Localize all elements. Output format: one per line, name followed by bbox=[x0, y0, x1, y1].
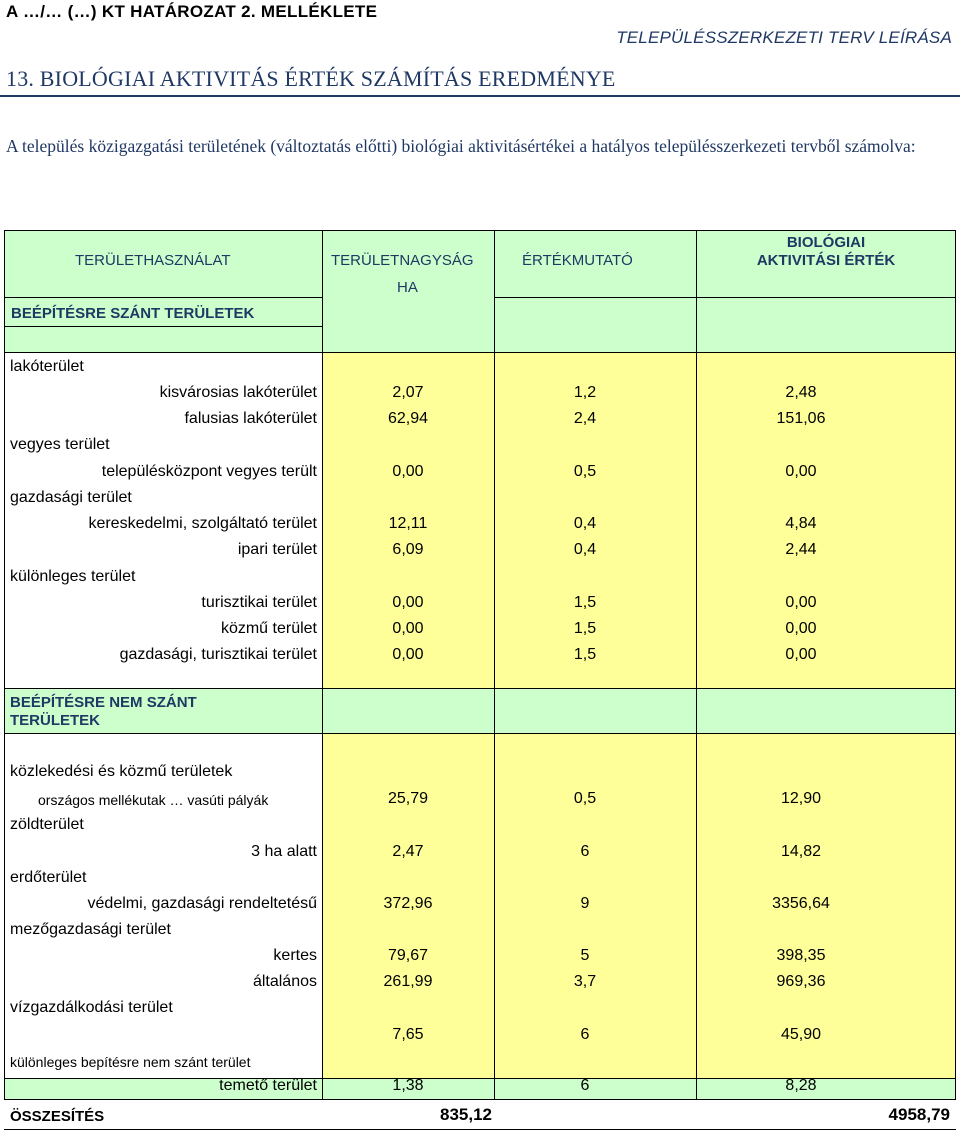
row-factor: 0,5 bbox=[573, 463, 597, 480]
row-value: 969,36 bbox=[776, 973, 826, 990]
row-factor: 0,4 bbox=[573, 541, 597, 558]
row-label: általános bbox=[252, 973, 317, 990]
row-area: 6,09 bbox=[392, 541, 424, 558]
row-area: 12,11 bbox=[388, 515, 428, 532]
group-green: zöldterület bbox=[10, 816, 84, 833]
row-label: védelmi, gazdasági rendeltetésű bbox=[87, 895, 317, 912]
header-divider bbox=[0, 95, 960, 97]
group-mixed: vegyes terület bbox=[10, 436, 110, 453]
row-factor: 6 bbox=[580, 843, 590, 860]
document-subheader: TELEPÜLÉSSZERKEZETI TERV LEÍRÁSA bbox=[616, 28, 952, 47]
total-value: 4958,79 bbox=[888, 1105, 950, 1124]
header-cell-blank-1 bbox=[4, 326, 323, 353]
row-label: kisvárosias lakóterület bbox=[159, 384, 317, 401]
row-label: közmű terület bbox=[220, 620, 317, 637]
row-value: 4,84 bbox=[785, 515, 817, 532]
row-area: 0,00 bbox=[392, 463, 424, 480]
row-area: 7,65 bbox=[392, 1026, 424, 1043]
group-special: különleges terület bbox=[10, 568, 136, 585]
grid-line bbox=[4, 1129, 956, 1130]
row-label: kereskedelmi, szolgáltató terület bbox=[88, 515, 317, 532]
row-label: ipari terület bbox=[237, 541, 317, 558]
row-label: falusias lakóterület bbox=[184, 410, 317, 427]
row-factor: 6 bbox=[580, 1077, 590, 1094]
header-land-use: TERÜLETHASZNÁLAT bbox=[75, 252, 231, 269]
header-cell-area bbox=[322, 230, 495, 298]
row-factor: 1,5 bbox=[573, 594, 597, 611]
row-label: turisztikai terület bbox=[201, 594, 317, 611]
row-area: 62,94 bbox=[387, 410, 429, 427]
row-area: 0,00 bbox=[392, 646, 424, 663]
row-value: 0,00 bbox=[785, 646, 817, 663]
row-factor: 9 bbox=[580, 895, 590, 912]
row-area: 1,38 bbox=[392, 1077, 424, 1094]
section-built-cell bbox=[4, 297, 323, 327]
row-factor: 5 bbox=[580, 947, 590, 964]
row-value: 151,06 bbox=[776, 410, 826, 427]
row-factor: 1,5 bbox=[573, 620, 597, 637]
row-label: gazdasági, turisztikai terület bbox=[119, 646, 317, 663]
header-bio-line2: AKTIVITÁSI ÉRTÉK bbox=[756, 252, 896, 269]
row-value: 14,82 bbox=[780, 843, 822, 860]
section-built: BEÉPÍTÉSRE SZÁNT TERÜLETEK bbox=[11, 305, 255, 322]
header-area-unit: HA bbox=[397, 279, 418, 296]
row-factor: 3,7 bbox=[573, 973, 597, 990]
header-bio-line1: BIOLÓGIAI bbox=[786, 234, 866, 251]
row-area: 2,47 bbox=[392, 843, 424, 860]
row-value: 0,00 bbox=[785, 594, 817, 611]
row-value: 45,90 bbox=[780, 1026, 822, 1043]
grid-line bbox=[4, 1099, 956, 1100]
row-factor: 0,5 bbox=[573, 790, 597, 807]
header-indicator: ÉRTÉKMUTATÓ bbox=[522, 252, 633, 269]
section-unbuilt-line2: TERÜLETEK bbox=[10, 712, 100, 729]
total-area: 835,12 bbox=[440, 1105, 492, 1124]
row-value: 0,00 bbox=[785, 463, 817, 480]
header-cell-blank-2 bbox=[322, 297, 495, 353]
row-factor: 1,5 bbox=[573, 646, 597, 663]
group-special-unbuilt: különleges bepítésre nem szánt terület bbox=[10, 1054, 251, 1070]
row-label: kertes bbox=[273, 947, 317, 964]
row-area: 261,99 bbox=[383, 973, 433, 990]
group-forest: erdőterület bbox=[10, 869, 87, 886]
row-area: 79,67 bbox=[387, 947, 429, 964]
header-cell-land-use bbox=[4, 230, 323, 298]
row-area: 0,00 bbox=[392, 594, 424, 611]
row-value: 12,90 bbox=[780, 790, 822, 807]
row-label: 3 ha alatt bbox=[251, 843, 317, 860]
header-cell-blank-4 bbox=[696, 297, 956, 353]
row-value: 8,28 bbox=[785, 1077, 817, 1094]
document-header: A …/… (…) KT HATÁROZAT 2. MELLÉKLETE bbox=[6, 2, 378, 21]
row-factor: 1,2 bbox=[573, 384, 597, 401]
group-water: vízgazdálkodási terület bbox=[10, 999, 173, 1016]
row-factor: 2,4 bbox=[573, 410, 597, 427]
header-area: TERÜLETNAGYSÁG bbox=[331, 252, 474, 269]
row-factor: 0,4 bbox=[573, 515, 597, 532]
row-area: 2,07 bbox=[392, 384, 424, 401]
row-value: 398,35 bbox=[776, 947, 826, 964]
grid-line bbox=[4, 733, 956, 734]
row-area: 0,00 bbox=[392, 620, 424, 637]
row-label: országos mellékutak … vasúti pályák bbox=[38, 792, 269, 808]
section-title: 13. BIOLÓGIAI AKTIVITÁS ÉRTÉK SZÁMÍTÁS EREDMÉNYE bbox=[6, 66, 616, 91]
bio-activity-table bbox=[4, 230, 956, 1130]
section-unbuilt-line1: BEÉPÍTÉSRE NEM SZÁNT bbox=[10, 694, 197, 711]
grid-line bbox=[4, 688, 956, 689]
row-value: 0,00 bbox=[785, 620, 817, 637]
total-label: ÖSSZESÍTÉS bbox=[10, 1108, 105, 1125]
row-area: 25,79 bbox=[387, 790, 429, 807]
row-factor: 6 bbox=[580, 1026, 590, 1043]
row-label: temető terület bbox=[219, 1077, 317, 1094]
intro-paragraph: A település közigazgatási területének (változtatás előtti) biológiai aktivitásértékei a hatályos településszerkezeti tervből számolva: bbox=[6, 136, 916, 156]
header-cell-blank-3 bbox=[494, 297, 697, 353]
group-transport: közlekedési és közmű területek bbox=[10, 763, 233, 780]
row-area: 372,96 bbox=[383, 895, 433, 912]
grid-line bbox=[955, 353, 956, 1100]
header-cell-indicator bbox=[494, 230, 697, 298]
header-cell-bio-value bbox=[696, 230, 956, 298]
row-label: településközpont vegyes terült bbox=[101, 463, 317, 480]
group-economic: gazdasági terület bbox=[10, 489, 132, 506]
group-agri: mezőgazdasági terület bbox=[10, 921, 171, 938]
row-value: 2,44 bbox=[785, 541, 817, 558]
row-value: 2,48 bbox=[785, 384, 817, 401]
group-residential: lakóterület bbox=[10, 358, 84, 375]
row-value: 3356,64 bbox=[772, 895, 830, 912]
